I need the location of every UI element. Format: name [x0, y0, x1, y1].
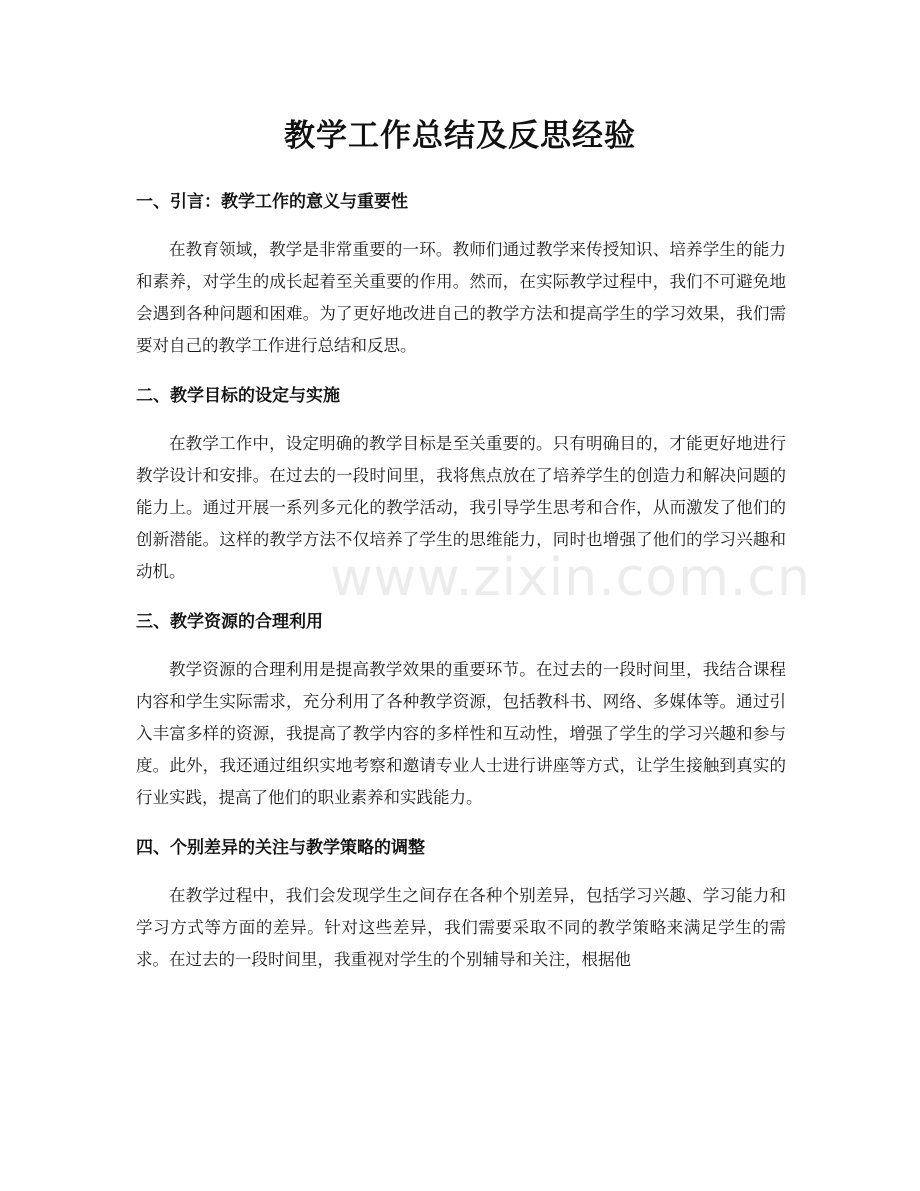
section-heading: 一、引言：教学工作的意义与重要性 — [136, 192, 408, 212]
section-heading: 二、教学目标的设定与实施 — [136, 386, 340, 406]
section-heading: 四、个别差异的关注与教学策略的调整 — [136, 838, 425, 858]
section-heading: 三、教学资源的合理利用 — [136, 612, 323, 632]
section-individual-differences — [136, 832, 786, 976]
document-title: 教学工作总结及反思经验 — [284, 118, 636, 154]
section-paragraph: 在教学过程中，我们会发现学生之间存在各种个别差异，包括学习兴趣、学习能力和学习方式等方面的差异。针对这些差异，我们需要采取不同的教学策略来满足学生的需求。在过去的一段时间里，我重视对学生的个别辅导和关注，根据他 — [136, 886, 786, 969]
section-paragraph: 在教育领域，教学是非常重要的一环。教师们通过教学来传授知识、培养学生的能力和素养，对学生的成长起着至关重要的作用。然而，在实际教学过程中，我们不可避免地会遇到各种问题和困难。为了更好地改进自己的教学方法和提高学生的学习效果，我们需要对自己的教学工作进行总结和反思。 — [136, 240, 786, 355]
section-paragraph: 教学资源的合理利用是提高教学效果的重要环节。在过去的一段时间里，我结合课程内容和学生实际需求，充分利用了各种教学资源，包括教科书、网络、多媒体等。通过引入丰富多样的资源，我提高了教学内容的多样性和互动性，增强了学生的学习兴趣和参与度。此外，我还通过组织实地考察和邀请专业人士进行讲座等方式，让学生接触到真实的行业实践，提高了他们的职业素养和实践能力。 — [136, 660, 786, 807]
section-paragraph: 在教学工作中，设定明确的教学目标是至关重要的。只有明确目的，才能更好地进行教学设计和安排。在过去的一段时间里，我将焦点放在了培养学生的创造力和解决问题的能力上。通过开展一系列多元化的教学活动，我引导学生思考和合作，从而激发了他们的创新潜能。这样的教学方法不仅培养了学生的思维能力，同时也增强了他们的学习兴趣和动机。 — [136, 434, 786, 581]
watermark-text: www.zixin.com.cn — [330, 548, 811, 608]
section-introduction — [136, 186, 786, 362]
section-teaching-resources — [136, 606, 786, 814]
